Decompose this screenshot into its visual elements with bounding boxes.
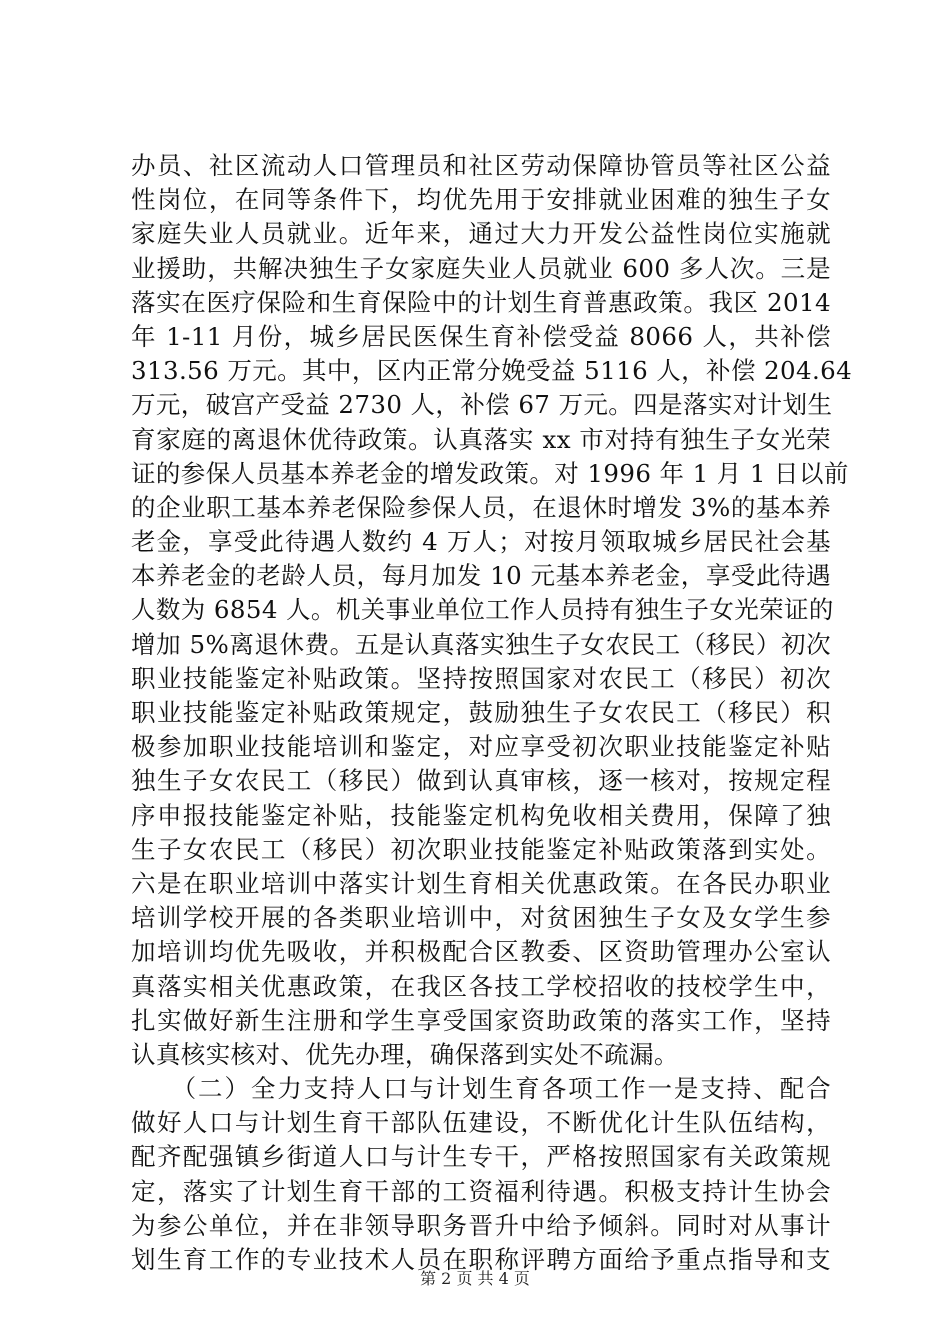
text-line: 老金，享受此待遇人数约 4 万人；对按月领取城乡居民社会基 xyxy=(131,527,831,557)
text-line: 六是在职业培训中落实计划生育相关优惠政策。在各民办职业 xyxy=(131,868,831,898)
text-line: 配齐配强镇乡街道人口与计生专干，严格按照国家有关政策规 xyxy=(131,1142,831,1172)
text-line: 独生子女农民工（移民）做到认真审核，逐一核对，按规定程 xyxy=(131,766,831,796)
text-line: 做好人口与计划生育干部队伍建设，不断优化计生队伍结构， xyxy=(131,1108,831,1138)
text-line: 家庭失业人员就业。近年来，通过大力开发公益性岗位实施就 xyxy=(131,219,831,249)
text-line: 生子女农民工（移民）初次职业技能鉴定补贴政策落到实处。 xyxy=(131,834,831,864)
body-text xyxy=(131,149,853,1277)
text-line: 认真核实核对、优先办理，确保落到实处不疏漏。 xyxy=(131,1039,679,1069)
text-line: 加培训均优先吸收，并积极配合区教委、区资助管理办公室认 xyxy=(131,937,831,967)
text-line: 育家庭的离退休优待政策。认真落实 xx 市对持有独生子女光荣 xyxy=(131,424,831,454)
text-line: 落实在医疗保险和生育保险中的计划生育普惠政策。我区 2014 xyxy=(131,287,831,317)
text-line: 的企业职工基本养老保险参保人员，在退休时增发 3%的基本养 xyxy=(131,492,831,522)
text-line: 业援助，共解决独生子女家庭失业人员就业 600 多人次。三是 xyxy=(131,253,831,283)
page-number: 第 2 页 共 4 页 xyxy=(420,1269,530,1288)
text-line: 扎实做好新生注册和学生享受国家资助政策的落实工作，坚持 xyxy=(131,1005,831,1035)
text-line: 培训学校开展的各类职业培训中，对贫困独生子女及女学生参 xyxy=(131,903,831,933)
text-line: 为参公单位，并在非领导职务晋升中给予倾斜。同时对从事计 xyxy=(131,1210,831,1240)
text-line: 真落实相关优惠政策，在我区各技工学校招收的技校学生中， xyxy=(131,971,831,1001)
text-line: 本养老金的老龄人员，每月加发 10 元基本养老金，享受此待遇 xyxy=(131,561,831,591)
text-line: 313.56 万元。其中，区内正常分娩受益 5116 人，补偿 204.64 xyxy=(131,356,853,386)
page-footer xyxy=(0,1269,950,1289)
text-line: （二）全力支持人口与计划生育各项工作一是支持、配合 xyxy=(131,1074,831,1104)
text-line: 划生育工作的专业技术人员在职称评聘方面给予重点指导和支 xyxy=(131,1245,831,1274)
text-line: 万元，破宫产受益 2730 人，补偿 67 万元。四是落实对计划生 xyxy=(131,390,833,420)
text-line: 证的参保人员基本养老金的增发政策。对 1996 年 1 月 1 日以前 xyxy=(131,458,849,488)
text-line: 性岗位，在同等条件下，均优先用于安排就业困难的独生子女 xyxy=(131,185,831,215)
text-line: 定，落实了计划生育干部的工资福利待遇。积极支持计生协会 xyxy=(131,1176,831,1206)
text-line: 办员、社区流动人口管理员和社区劳动保障协管员等社区公益 xyxy=(131,151,831,180)
text-line: 增加 5%离退休费。五是认真落实独生子女农民工（移民）初次 xyxy=(131,629,831,659)
text-line: 序申报技能鉴定补贴，技能鉴定机构免收相关费用，保障了独 xyxy=(131,800,831,830)
text-line: 职业技能鉴定补贴政策。坚持按照国家对农民工（移民）初次 xyxy=(131,663,831,693)
text-line: 职业技能鉴定补贴政策规定，鼓励独生子女农民工（移民）积 xyxy=(131,698,831,727)
text-line: 人数为 6854 人。机关事业单位工作人员持有独生子女光荣证的 xyxy=(131,595,834,625)
text-line: 年 1-11 月份，城乡居民医保生育补偿受益 8066 人，共补偿 xyxy=(131,321,831,351)
text-line: 极参加职业技能培训和鉴定，对应享受初次职业技能鉴定补贴 xyxy=(131,732,831,762)
